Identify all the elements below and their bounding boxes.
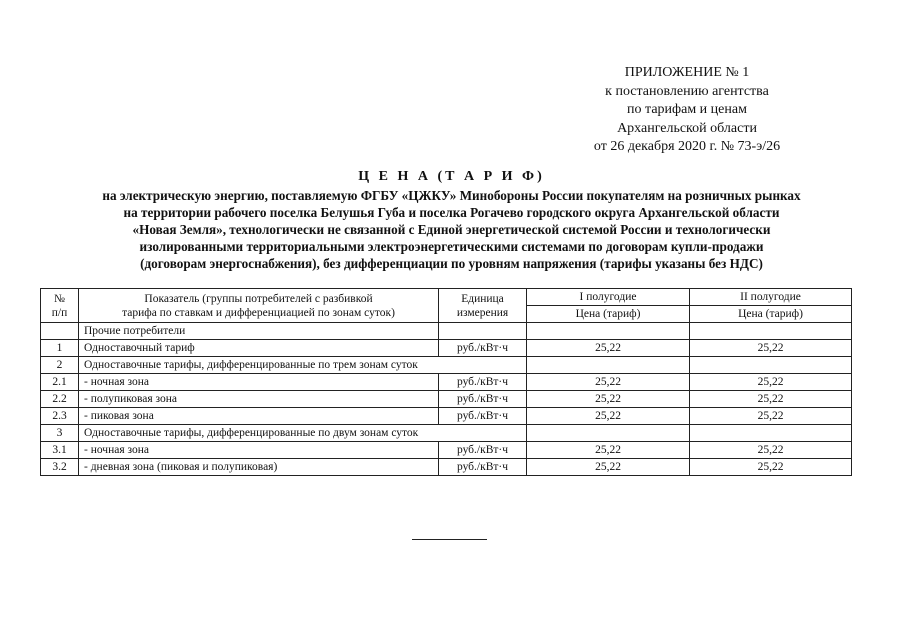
header-half-1: I полугодие [527,289,690,306]
table-cell-number: 3.1 [41,442,79,459]
table-section-row [41,357,852,374]
title-line: «Новая Земля», технологически не связанной с Единой энергетической системой России и технологически [132,222,771,237]
document-title: Ц Е Н А (Т А Р И Ф) [358,169,545,184]
header-unit [439,289,527,323]
table-cell-price [527,425,690,442]
table-cell-price: 25,22 [527,408,690,425]
table-row [41,459,852,476]
header-indicator-line: Показатель (группы потребителей с разбивкой [144,292,373,305]
table-cell-price: 25,22 [690,340,852,357]
table-cell-indicator: - пиковая зона [79,408,439,425]
table-header-row [41,289,852,306]
appendix-date-line: от 26 декабря 2020 г. № 73-э/26 [593,139,781,154]
table-cell-price: 25,22 [527,374,690,391]
header-price-1: Цена (тариф) [527,306,690,323]
table-cell-number: 3.2 [41,459,79,476]
table-cell-indicator: - дневная зона (пиковая и полупиковая) [79,459,439,476]
table-cell-unit: руб./кВт·ч [439,340,527,357]
table-section-row [41,425,852,442]
table-row [41,374,852,391]
header-unit-line: Единица [461,292,504,305]
table-cell-number: 2 [41,357,79,374]
table-cell-number: 2.2 [41,391,79,408]
appendix-line: Архангельской области [617,120,757,136]
table-cell-unit: руб./кВт·ч [439,374,527,391]
header-number-line: п/п [51,306,68,319]
table-cell-price: 25,22 [690,391,852,408]
table-cell-price [690,425,852,442]
table-cell-price: 25,22 [690,374,852,391]
table-cell-number [41,323,79,340]
table-cell-section-label: Одноставочные тарифы, дифференцированные по двум зонам суток [79,425,527,442]
table-group-row [41,323,852,340]
table-cell-indicator: - ночная зона [79,374,439,391]
table-cell-section-label: Одноставочные тарифы, дифференцированные по трем зонам суток [79,357,527,374]
appendix-line: к постановлению агентства [605,83,769,99]
appendix-block [567,64,807,157]
table-cell-price [527,357,690,374]
closing-divider [412,539,487,540]
header-number-line: № [54,292,65,305]
header-price-2: Цена (тариф) [690,306,852,323]
table-cell-indicator: Одноставочный тариф [79,340,439,357]
table-cell-unit: руб./кВт·ч [439,459,527,476]
document-title-block [20,168,883,272]
appendix-line: по тарифам и ценам [627,102,747,117]
table-cell-group-label: Прочие потребители [79,323,439,340]
table-cell-price [527,323,690,340]
header-unit-line: измерения [456,306,509,319]
table-row [41,340,852,357]
table-cell-price: 25,22 [690,442,852,459]
table-cell-number: 2.3 [41,408,79,425]
table-cell-price: 25,22 [527,340,690,357]
table-cell-indicator: - полупиковая зона [79,391,439,408]
table-cell-price: 25,22 [690,408,852,425]
table-cell-indicator: - ночная зона [79,442,439,459]
title-line: (договорам энергоснабжения), без дифференциации по уровням напряжения (тарифы указаны без НДС) [140,256,763,271]
table-cell-unit: руб./кВт·ч [439,442,527,459]
table-cell-price: 25,22 [690,459,852,476]
table-cell-price [690,357,852,374]
table-cell-price [690,323,852,340]
header-half-2: II полугодие [690,289,852,306]
table-cell-number: 1 [41,340,79,357]
table-cell-price: 25,22 [527,391,690,408]
table-row [41,391,852,408]
table-row [41,442,852,459]
title-line: на территории рабочего поселка Белушья Губа и поселка Рогачево городского округа Архангельской области [123,205,780,220]
header-indicator [79,289,439,323]
tariff-table [40,288,852,476]
title-line: на электрическую энергию, поставляемую ФГБУ «ЦЖКУ» Минобороны России покупателям на розничных рынках [102,188,801,203]
table-cell-unit: руб./кВт·ч [439,391,527,408]
title-line: изолированными территориальными электроэнергетическими системами по договорам купли-продажи [139,239,764,254]
table-cell-unit [439,323,527,340]
table-cell-price: 25,22 [527,442,690,459]
header-number [41,289,79,323]
table-row [41,408,852,425]
table-cell-price: 25,22 [527,459,690,476]
appendix-title: ПРИЛОЖЕНИЕ № 1 [624,65,750,80]
table-cell-unit: руб./кВт·ч [439,408,527,425]
table-cell-number: 2.1 [41,374,79,391]
header-indicator-line: тарифа по ставкам и дифференциацией по зонам суток) [122,306,395,319]
table-cell-number: 3 [41,425,79,442]
